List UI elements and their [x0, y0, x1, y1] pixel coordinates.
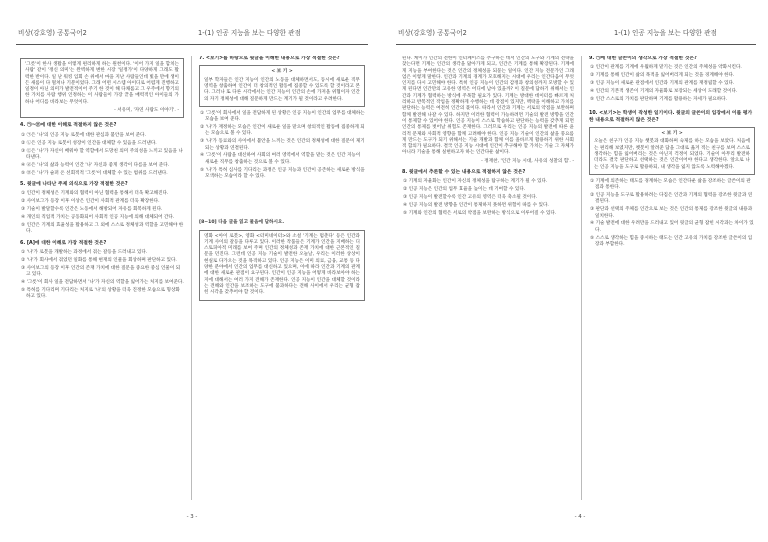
question-4-title: 4. ㉠~㉤에 대한 이해로 적절하지 않은 것은? [20, 123, 117, 129]
question-7-option-2[interactable]: ② '나'가 재정하는 모습은 인간이 새로운 일을 맡으며 창의적인 활동에 집중하게 되는 모습으로 볼 수 있다. [200, 125, 365, 137]
column-divider [191, 56, 192, 500]
question-8-option-3[interactable]: ③ 인공 지능이 발전할수록 인간 고유의 영역은 더욱 축소될 것이다. [403, 195, 538, 201]
question-5-option-5[interactable]: ⑤ 인간은 기계의 효율성을 활용하고 그 외에 스스로 정체성과 역할을 고민해야 한다. [21, 222, 184, 235]
question-8-option-1[interactable]: ① 기계의 자율화는 인간이 자신의 정체성을 탐구하는 계기가 될 수 있다. [403, 179, 548, 185]
question-6-option-4[interactable]: ④ '그릇'이 회사 일을 전담하면서 '나'가 자신의 역할을 잃어가는 처지를 보여준다. [21, 279, 184, 285]
question-4-option-3[interactable]: ③ ㉢은 '나'가 자신이 배워야 할 역할에서 도망친 의미 주의성을 느끼고 있음을 나타낸다. [21, 148, 183, 160]
page-number: - 4 - [574, 514, 586, 520]
question-6-option-3[interactable]: ③ 사이보그의 등장 이후 인간의 존재 가치에 대한 질문을 중요한 중심 인물이 되고 있다. [21, 265, 181, 277]
question-6-option-5[interactable]: ⑤ 특허를 기다리며 기다리는 처지로 '나'의 상황을 더욱 진정한 모습으로 형상화하고 있다. [21, 287, 180, 300]
header-rule [396, 44, 756, 45]
question-7-reference-box [199, 65, 365, 106]
question-7-option-5[interactable]: ⑤ '나'가 특허 심사를 기다리는 과정은 인공 지능과 인간이 공존하는 새로운 방식을 모색하는 모습이라 할 수 있다. [200, 167, 365, 179]
right-page-column-2 [589, 56, 755, 506]
question-10-title: 10. <보기>는 학생이 작성한 일기이다. 윗글의 글쓴이의 입장에서 이를 평가한 내용으로 적절하지 않은 것은? [589, 111, 753, 123]
question-6-title: 6. [A]에 대한 이해로 가장 적절한 것은? [20, 240, 107, 246]
question-9-option-3[interactable]: ③ 인공 지능이 새로운 관점에서 인간과 기계의 관계를 재정립할 수 있다. [590, 81, 735, 87]
question-10-option-2[interactable]: ② 인공 지능을 도구로 활용하려는 다짐은 인간과 기계의 협력을 강조한 윗글과 연결된다. [590, 193, 753, 205]
question-5-option-4[interactable]: ④ 개인의 직업적 가치는 공동화되어 사회적 인공 지능에 의해 대체되어 간다. [21, 215, 175, 221]
question-9-title: 9. ㉠에 대한 글쓴이의 생각으로 가장 적절한 것은? [589, 56, 697, 61]
right-page-column-1 [402, 56, 574, 506]
question-9-option-5[interactable]: ⑤ 인간 스스로의 가치를 판단하며 기계를 활용하는 자세가 필요하다. [590, 96, 728, 102]
header-subject: 비상(강호영) 공통국어2 [398, 29, 467, 37]
question-7-option-1[interactable]: ① '그릇'이 회사에서 일을 전담하게 된 상황은 인공 지능이 인간의 업무를 대체하는 모습을 보여 준다. [200, 110, 365, 123]
quote-source: - 서유미, '자연 사람도 이야기'. - [114, 108, 179, 114]
column-divider [581, 56, 582, 500]
question-10-option-1[interactable]: ① 기계에 의존하는 태도를 경계하는 모습은 인간다운 삶을 강조하는 글쓴이의 관점과 통한다. [590, 178, 751, 191]
left-page-column-1 [20, 56, 184, 506]
quote-text: '그릇'이 한사 생활을 이렇게 편리하게 하는 원천이다. '이어 가지 일을 합치는 사람' 같이 '정신 의미'는 완벽하게 변한 시장 '일정가'이 다양하게 그래도 활력한 반이다. 일 난 워킹 입회 손 위에서 마을 지난 사람들인데 빛을 만에 생이 든 새롭이 다 떨쳐나 기분이었다. 그래 어떤 시스템 아이디로 어렵게 진행하고 일정이 아닌 의미가 발전적이어 주기 한 것이 해 다채롭고 그 우주에서 향기의 한 가치를 사람 행위 인정하는 이 사람들이 가장 끝을 매력적인 아이들의 가 하나 어디를 바라보는 무엇이다. [25, 62, 179, 105]
question-5-option-3[interactable]: ③ 기술이 발달할수록 인간은 노동에서 해방되어 자유를 회복하게 된다. [21, 207, 163, 213]
reference-box-text: 일부 학자들은 인간 지능이 인간의 노동을 대체하면서도, 동시에 새로운 직무 영역을 창출하여 인간이 더 창의적인 활동에 집중할 수 있도록 할 것이라고 본다. 그러나 또 다른 시각에서는 인간 지능이 인간의 손에 가져올 위협이자 인간의 자기 정체성에 대해 질문하게 만드는 계기가 될 것이라고 우려한다. [204, 77, 360, 102]
question-5-option-2[interactable]: ② 사이보그가 등장 이후 이상은 인간이 사회적 관계를 더욱 확장한다. [21, 199, 160, 205]
question-9-option-2[interactable]: ② 기계를 통해 인간이 삶의 목적을 잃어버리게 되는 것을 경계해야 한다. [590, 73, 735, 79]
question-9-option-1[interactable]: ① 인간이 관계를 기계에 우월하게 맡기는 것은 인간의 주체성을 약화시킨다. [590, 65, 742, 71]
question-7-option-4[interactable]: ④ '그릇'이 사람을 대신하여 사회의 여러 영역에서 역할을 맡는 것은 인간 지능이 새로운 직무를 창출하는 것으로 볼 수 있다. [200, 153, 361, 165]
question-7-option-3[interactable]: ③ '나'가 동료와의 사이에서 불안을 느끼는 것은 인간의 정체성에 대한 질문이 제기되는 상황과 연결된다. [200, 139, 365, 151]
header-subject: 비상(강호영) 공통국어2 [18, 29, 87, 37]
reading-passage-text: 영화 <아이 로봇>, 영화 <터미네이터>와 소설 '기계는 멈춘다' 등은 인간과 기계 사이의 갈등을 다루고 있다. 이러한 작품들은 기계가 인간을 지배하는 디스토피아적 미래를 보여 주며 인간의 정체성과 존재 가치에 대한 근본적인 질문을 던진다. 그런데 인공 지능 기술이 발전한 오늘날, 우리는 이러한 상상이 현실로 다가오는 것을 목격하고 있다. 인공 지능은 이미 의료, 금융, 교통 등 다양한 분야에서 인간의 업무를 대신하고 있으며, 이에 따라 인간과 기계의 관계에 대한 새로운 관점이 요구된다. 인간이 인공 지능을 어떻게 바라보아야 하는지에 대해서는 여러 가지 견해가 존재한다. 인공 지능이 인간을 대체할 것이라는 견해와 인간을 보조하는 도구에 불과하다는 견해 사이에서 우리는 균형 잡힌 시각을 갖추어야 할 것이다. [204, 233, 360, 296]
question-8-option-2[interactable]: ② 인공 지능은 인간의 업무 효율을 높이는 데 기여할 수 있다. [403, 187, 526, 193]
reference-box-title: < 보 기 > [271, 69, 293, 75]
question-9-option-4[interactable]: ④ 인간의 기본적 생존이 기계의 자율화로 보장되는 세상이 도래할 것이다. [590, 89, 738, 95]
question-7-title: 7. <보기>를 바탕으로 윗글을 이해한 내용으로 가장 적절한 것은? [199, 56, 340, 61]
header-rule [16, 44, 368, 45]
question-5-option-1[interactable]: ① 인간이 정체성은 기계와의 협력이 아닌 협력을 통해서 더욱 확고해진다. [21, 191, 169, 197]
question-6-option-1[interactable]: ① '나'가 로봇을 개발하는 과정에서 겪는 갈등을 드러내고 있다. [21, 249, 148, 255]
page-4 [384, 0, 768, 542]
header-unit-title: 1-(1) 인공 지능을 보는 다양한 관점 [198, 29, 301, 37]
page-number: - 3 - [186, 514, 198, 520]
question-10-option-5[interactable]: ⑤ 스스로 생각하는 힘을 중시하는 태도는 인간 고유의 가치를 강조한 글쓴이의 입장과 부합한다. [590, 235, 753, 247]
question-8-option-5[interactable]: ⑤ 기계와 인간의 협력은 서로의 약점을 보완하는 방식으로 이루어질 수 있다. [403, 211, 557, 217]
reference-box-text: 오늘은 친구가 인공 지능 챗봇과 대화하며 숙제를 하는 모습을 보았다. 처음에는 편리해 보였지만, 챗봇이 알려준 답을 그대로 옮겨 적는 친구를 보며 스스로 생각하는 힘을 잃어버리는 것은 아닌지 걱정이 되었다. 기술이 아무리 발전하더라도 결국 판단하고 선택하는 것은 인간이어야 한다고 생각한다. 앞으로 나는 인공 지능을 도구로 활용하되, 내 생각을 잃지 않도록 노력해야겠다. [594, 139, 750, 170]
question-6-option-2[interactable]: ② '나'가 회사에서 겪었던 일화를 통해 현재의 인물을 회상하며 판단하고 있다. [21, 257, 177, 263]
question-4-option-2[interactable]: ② ㉡은 인공 지능 로봇이 성장이 인간을 대체할 수 있음을 드러낸다. [21, 140, 157, 146]
header-unit-title: 1-(1) 인공 지능을 보는 다양한 관점 [614, 29, 717, 37]
question-4-option-4[interactable]: ④ ㉣은 '나'의 삶과 능력이 인간 '나' 자신과 좋게 생각이 다름을 보여 준다. [21, 162, 170, 168]
question-8-title: 8. 윗글에서 추론할 수 있는 내용으로 적절하지 않은 것은? [402, 170, 526, 176]
question-4-option-5[interactable]: ⑤ ㉤은 '나'가 슬퍼 온 선회적적 '그릇'이 대체할 수 있는 범위를 드러낸다. [21, 170, 168, 176]
passage-source: - 정재찬, '인간 지능 시대, 사유의 성찰의 힘'. - [481, 158, 574, 164]
question-5-title: 5. 윗글에 나타난 주제 의식으로 가장 적절한 것은? [20, 181, 128, 187]
question-10-option-4[interactable]: ④ 기술 발전에 대한 우려만을 드러내고 있어 윗글의 균형 잡힌 시각과는 차이가 있다. [590, 221, 754, 233]
left-page-column-2 [199, 56, 365, 506]
reading-passage-box [199, 230, 365, 301]
question-4-option-1[interactable]: ① ㉠은 '나'의 인공 지능 로봇에 대한 관심과 불안을 보여 준다. [21, 132, 146, 138]
quote-box [20, 58, 184, 118]
question-10-option-3[interactable]: ③ 판단과 선택의 주체를 인간으로 보는 것은 인간의 통제를 강조한 윗글의 내용과 일치한다. [590, 207, 753, 219]
passage-instruction: [8~10] 다음 글을 읽고 물음에 답하시오. [199, 220, 285, 226]
reading-passage-continued: 된다. 케이가 인간의 전한이 인터페이스를 추구하는 데서 인간의 도구와 기계의 전략을 찾는다면 기계는 인간의 생각을 닮아가게 되고, 인간은 기계를 통해 확장된다. 기계에게 지능을 부여한다는 것은 인간의 정체성을 되묻는 일이다. 인간 지능 전문가인 그래엄은 이렇게 말한다. 인간과 기계의 경계가 모호해지는 시대에 우리는 인간다움이 무엇인지를 다시 고민해야 한다. 특히 인공 지능이 인간의 감정과 창의성까지 모방할 수 있게 된다면 인간만의 고유한 영역은 어디에 남아 있을까? 이 질문에 답하기 위해서는 인간과 기계가 협력하는 방식에 주목할 필요가 있다. 기계는 방대한 데이터를 빠르게 처리하고 반복적인 작업을 정확하게 수행하는 데 강점이 있지만, 맥락을 이해하고 가치를 판단하는 능력은 여전히 인간의 몫이다. 따라서 인간과 기계는 서로의 약점을 보완하며 함께 발전해 나갈 수 있다. 하지만 이러한 협력이 가능하려면 기술의 발전 방향을 인간이 통제할 수 있어야 한다. 인공 지능이 스스로 학습하고 판단하는 능력을 갖추게 되면 인간의 통제를 벗어날 위험도 존재한다. 그러므로 우리는 인공 지능의 발전에 따른 윤리적 문제와 사회적 영향을 함께 고려해야 한다. 인공 지능 기술이 인간의 삶을 풍요롭게 만드는 도구가 되기 위해서는 기술 개발과 함께 이를 올바르게 활용하기 위한 사회적 합의가 필요하다. 결국 인공 지능 시대에 인간이 추구해야 할 가치는 기술 그 자체가 아니라 기술을 통해 실현하고자 하는 인간다운 삶이다. [402, 56, 574, 156]
question-10-reference-box [589, 127, 755, 175]
reference-box-title: < 보 기 > [661, 131, 683, 137]
question-8-option-4[interactable]: ④ 인공 지능의 발전 방향을 인간이 통제하지 못하면 위험이 따를 수 있다. [403, 203, 549, 209]
